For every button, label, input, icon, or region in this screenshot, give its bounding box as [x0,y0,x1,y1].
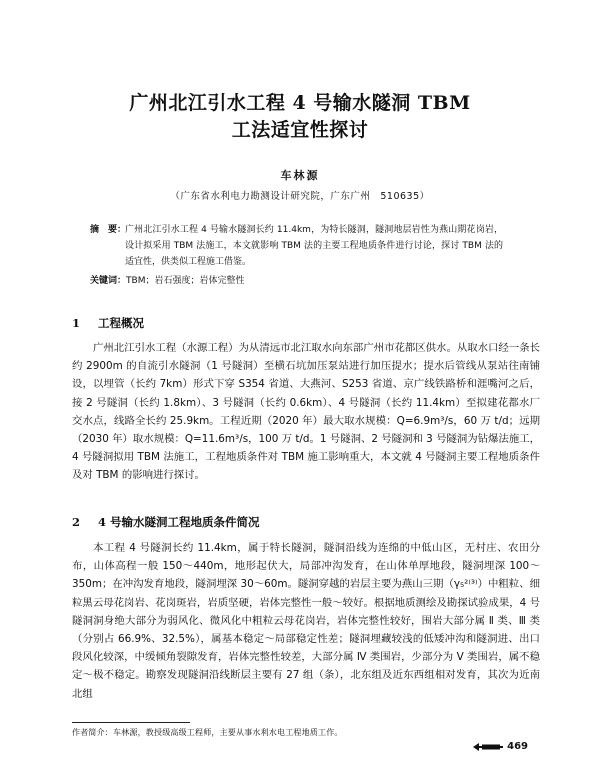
section-title: 4 号输水隧洞工程地质条件简况 [98,515,260,529]
affiliation: （广东省水利电力勘测设计研究院，广东广州 510635） [170,191,430,202]
author-footnote: 作者简介：车林源，教授级高级工程师，主要从事水利水电工程地质工作。 [72,728,343,737]
keywords [90,273,510,286]
folio-arrow-icon [473,743,503,751]
author: 车林源 [280,169,320,182]
section-2-paragraph: 本工程 4 号隧洞长约 11.4km，属于特长隧洞，隧洞沿线为连绵的中低山区，无村庄、农田分布，山体高程一般 150～440m，地形起伏大，局部冲沟发育，在山体单厚地段，隧洞埋深 100～350m；在冲沟发育地段，隧洞埋深 30～60m。隧洞穿越的岩层主要为燕山三期（γ₅²⁽³⁾）中粗粒、细粒黑云母花岗岩、花岗斑岩，岩质坚硬，岩体完整性一般～较好。根据地质测绘及勘探试验成果，4 号隧洞洞身绝大部分为弱风化、微风化中粗粒云母花岗岩，岩体完整性较好，围岩大部分属 Ⅱ 类、Ⅲ 类（分别占 66.9%、32.5%），属基本稳定～局部稳定性差；隧洞埋藏较浅的低矮冲沟和隧洞进、出口段风化较深，中缓倾角裂隙发育，岩体完整性较差，大部分属 Ⅳ 类围岩，少部分为 Ⅴ 类围岩，属不稳定～极不稳定。勘察发现隧洞沿线断层主要有 27 组（条），北东组及近东西组相对发育，其次为近南北组 [72,542,540,700]
section-number: 2 [72,515,81,529]
page-folio [473,741,528,752]
abstract [90,222,503,270]
keywords-text: TBM；岩石强度；岩体完整性 [126,276,245,286]
paper-title-line1: 广州北江引水工程 4 号输水隧洞 TBM [129,92,471,114]
section-title: 工程概况 [98,316,144,330]
keywords-label: 关键词： [90,276,127,286]
section-1-paragraph: 广州北江引水工程（水源工程）为从清远市北江取水向东部广州市花都区供水。从取水口经一条长约 2900m 的自流引水隧洞（1 号隧洞）至横石坑加压泵站进行加压提水；提水后管线从泵站往南铺设，以埋管（长约 7km）形式下穿 S354 省道、大燕河、S253 省道、京广线铁路桥和涯嘴河之后，接 2 号隧洞（长约 1.8km）、3 号隧洞（长约 0.6km）、4 号隧洞（长约 11.4km）至拟建花都水厂交水点，线路全长约 25.9km。工程近期（2020 年）最大取水规模：Q=6.9m³/s，60 万 t/d；远期（2030 年）取水规模：Q=11.6m³/s，100 万 t/d。1 号隧洞、2 号隧洞和 3 号隧洞为钻爆法施工，4 号隧洞拟用 TBM 法施工，工程地质条件对 TBM 施工影响重大，本文就 4 号隧洞主要工程地质条件及对 TBM 的影响进行探讨。 [72,342,540,482]
footnote-rule [72,722,190,723]
section-number: 1 [72,316,81,330]
page-number: 469 [507,741,528,752]
abstract-text: 广州北江引水工程 4 号输水隧洞长约 11.4km，为特长隧洞，隧洞地层岩性为燕山期花岗岩，设计拟采用 TBM 法施工，本文就影响 TBM 法的主要工程地质条件进行讨论，探讨 TBM 法的适宜性，供类似工程施工借鉴。 [125,225,503,267]
section-heading-1 [72,315,144,331]
paper-title-line2: 工法适宜性探讨 [231,119,369,141]
section-heading-2 [72,514,260,530]
abstract-label: 摘 要： [90,225,127,235]
